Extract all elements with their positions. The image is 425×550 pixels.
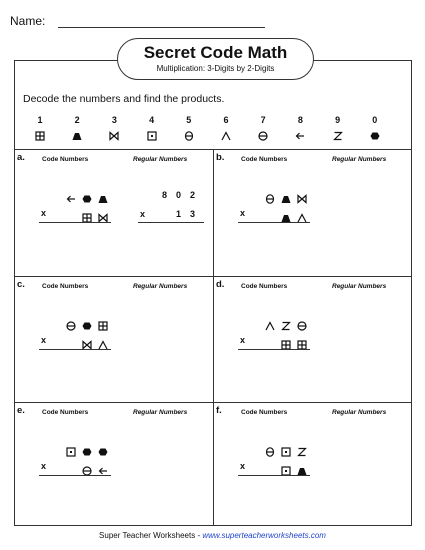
name-line (58, 27, 265, 28)
regular-numbers-header: Regular Numbers (332, 156, 387, 163)
key-digit: 5 (186, 115, 192, 125)
hexagon-icon (370, 131, 380, 141)
times-sign: x (240, 208, 246, 218)
regular-digit: 0 (176, 190, 182, 200)
bowtie-icon (297, 194, 307, 204)
boxed-dot-icon (66, 447, 76, 457)
regular-numbers-header: Regular Numbers (332, 409, 387, 416)
key-digit: 2 (74, 115, 80, 125)
footer-link[interactable]: www.superteacherworksheets.com (202, 531, 326, 540)
boxed-dot-icon (281, 447, 291, 457)
answer-line (39, 349, 111, 350)
key-digit: 8 (297, 115, 303, 125)
code-numbers-header: Code Numbers (241, 409, 288, 416)
problem-label: e. (17, 405, 25, 416)
regular-digit: 2 (190, 190, 196, 200)
problem-label: c. (17, 279, 25, 290)
trapezoid-icon (281, 194, 291, 204)
regular-digit: 3 (190, 209, 196, 219)
left-arrow-icon (295, 131, 305, 141)
hexagon-icon (82, 321, 92, 331)
key-entry-2 (66, 115, 88, 141)
key-entry-4 (141, 115, 163, 141)
left-arrow-icon (66, 194, 76, 204)
instructions: Decode the numbers and find the products. (23, 93, 225, 105)
hexagon-icon (82, 194, 92, 204)
problem-label: d. (216, 279, 225, 290)
times-sign: x (41, 208, 47, 218)
key-digit: 9 (335, 115, 341, 125)
code-numbers-header: Code Numbers (241, 283, 288, 290)
boxed-plus-icon (98, 321, 108, 331)
key-entry-1 (29, 115, 51, 141)
problem-d (213, 276, 412, 402)
times-sign: x (240, 461, 246, 471)
key-digit: 7 (260, 115, 266, 125)
key-entry-9 (327, 115, 349, 141)
code-numbers-header: Code Numbers (42, 156, 89, 163)
regular-digit: 8 (162, 190, 168, 200)
z-icon (333, 131, 343, 141)
key-digit: 4 (149, 115, 155, 125)
key-entry-8 (289, 115, 311, 141)
key-entry-6 (215, 115, 237, 141)
key-digit: 6 (223, 115, 229, 125)
regular-numbers-header: Regular Numbers (133, 409, 188, 416)
key-digit: 0 (372, 115, 378, 125)
ominus-icon (297, 321, 307, 331)
theta-icon (184, 131, 194, 141)
key-digit: 1 (37, 115, 43, 125)
answer-line (39, 475, 111, 476)
page-subtitle: Multiplication: 3-Digits by 2-Digits (156, 64, 275, 73)
problem-a (14, 149, 213, 276)
times-sign: x (240, 335, 246, 345)
problem-f (213, 402, 412, 526)
footer (0, 531, 425, 540)
z-icon (297, 447, 307, 457)
bowtie-icon (109, 131, 119, 141)
answer-line (138, 222, 204, 223)
problem-label: a. (17, 152, 25, 163)
wedge-icon (265, 321, 275, 331)
key-entry-7 (252, 115, 274, 141)
hexagon-icon (98, 447, 108, 457)
times-sign: x (41, 461, 47, 471)
regular-numbers-header: Regular Numbers (133, 156, 188, 163)
title-box (117, 38, 314, 80)
code-numbers-header: Code Numbers (241, 156, 288, 163)
answer-line (39, 222, 111, 223)
z-icon (281, 321, 291, 331)
theta-icon (265, 194, 275, 204)
times-sign: x (41, 335, 47, 345)
code-numbers-header: Code Numbers (42, 283, 89, 290)
answer-line (238, 349, 310, 350)
key-entry-3 (103, 115, 125, 141)
ominus-icon (66, 321, 76, 331)
trapezoid-icon (98, 194, 108, 204)
ominus-icon (258, 131, 268, 141)
problem-label: f. (216, 405, 222, 416)
hexagon-icon (82, 447, 92, 457)
key-entry-0 (364, 115, 386, 141)
problem-e (14, 402, 213, 526)
problem-label: b. (216, 152, 225, 163)
regular-digit: 1 (176, 209, 182, 219)
answer-line (238, 475, 310, 476)
problem-b (213, 149, 412, 276)
answer-line (238, 222, 310, 223)
name-label: Name: (10, 14, 46, 28)
page-title: Secret Code Math (143, 43, 288, 62)
boxed-plus-icon (35, 131, 45, 141)
footer-text: Super Teacher Worksheets - (99, 531, 203, 540)
problem-c (14, 276, 213, 402)
theta-icon (265, 447, 275, 457)
trapezoid-icon (72, 131, 82, 141)
boxed-dot-icon (147, 131, 157, 141)
wedge-icon (221, 131, 231, 141)
times-sign: x (140, 209, 146, 219)
key-digit: 3 (111, 115, 117, 125)
code-numbers-header: Code Numbers (42, 409, 89, 416)
regular-numbers-header: Regular Numbers (133, 283, 188, 290)
key-entry-5 (178, 115, 200, 141)
regular-numbers-header: Regular Numbers (332, 283, 387, 290)
